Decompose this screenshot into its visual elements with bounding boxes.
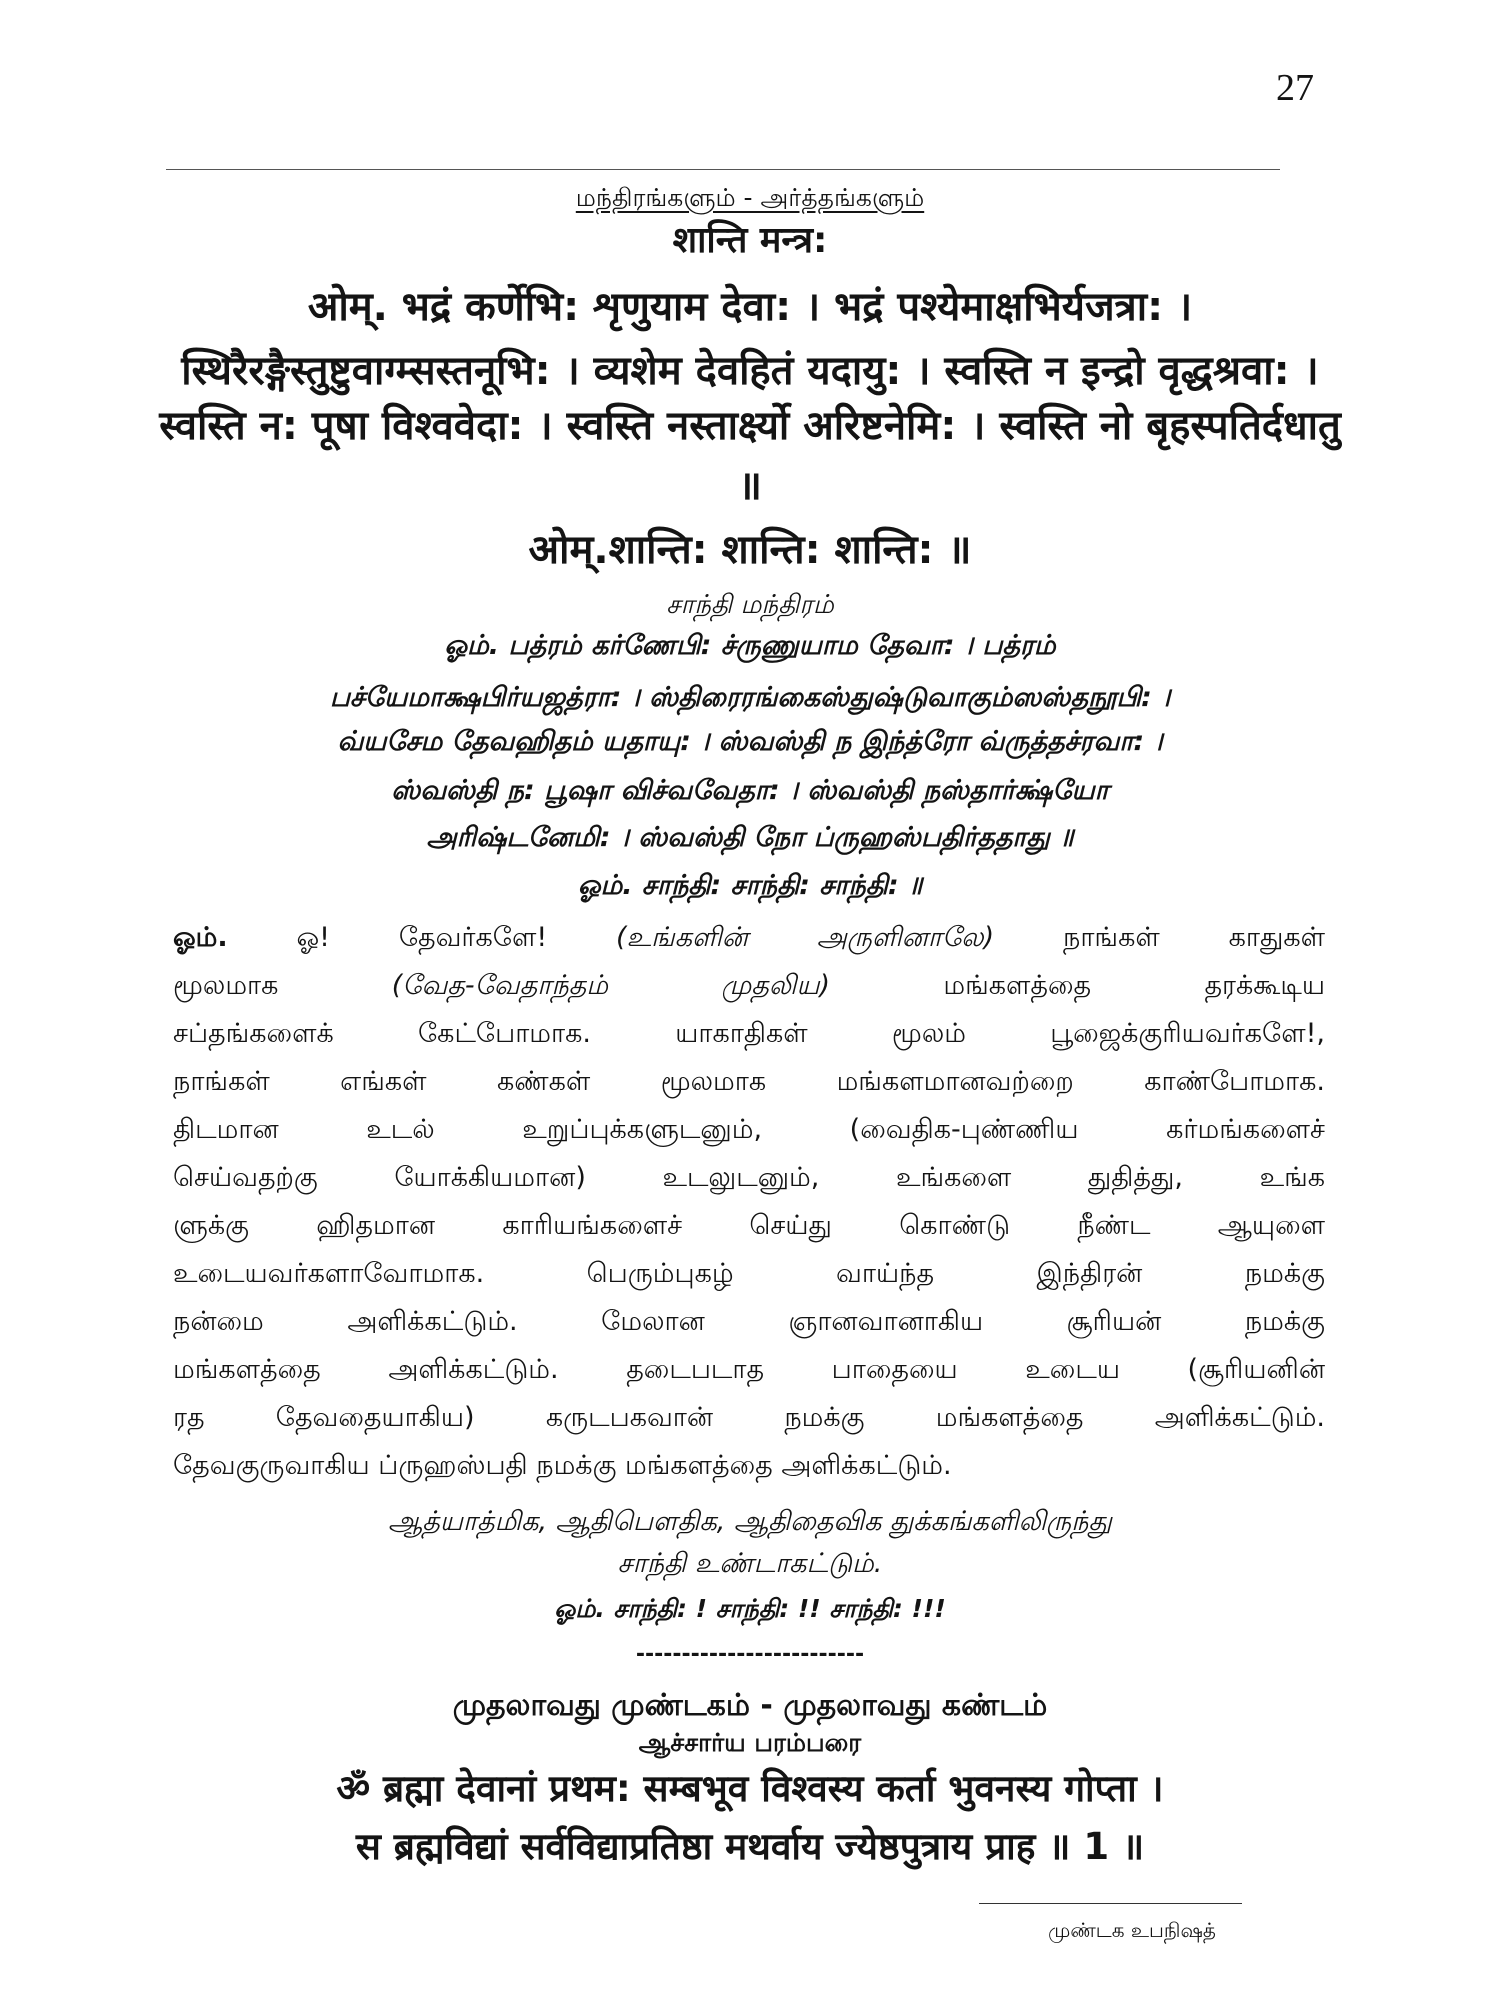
sanskrit-shanti-closing: ओम्.शान्ति: शान्ति: शान्ति: ॥: [528, 527, 972, 573]
meaning-text: நாங்கள் காதுகள்: [1063, 922, 1325, 953]
meaning-line: [173, 966, 1325, 1006]
meaning-line: [173, 1398, 1325, 1438]
meaning-text: மூலமாக: [173, 970, 279, 1001]
meaning-line: [173, 1254, 1325, 1294]
meaning-line: [173, 918, 1325, 958]
section-subtitle: ஆச்சார்ய பரம்பரை: [638, 1728, 862, 1757]
meaning-line: [173, 1206, 1325, 1246]
meaning-text: ரத தேவதையாகிய) கருடபகவான் நமக்கு மங்களத்தை அளிக்கட்டும்.: [173, 1402, 1325, 1433]
meaning-text: நாங்கள் எங்கள் கண்கள் மூலமாக மங்களமானவற்றை காண்போமாக.: [173, 1066, 1325, 1097]
verse-line: स ब्रह्मविद्यां सर्वविद्याप्रतिष्ठा मथर्वाय ज्येष्ठपुत्राय प्राह ॥ 1 ॥: [355, 1825, 1145, 1868]
verse-line: ॐ ब्रह्मा देवानां प्रथम: सम्बभूव विश्वस्य कर्ता भुवनस्य गोप्ता ।: [336, 1767, 1164, 1810]
meaning-line: [173, 1062, 1325, 1102]
tamil-shanti-line: பச்யேமாக்ஷபிர்யஜத்ரா: । ஸ்திரைரங்கைஸ்துஷ்டுவாகும்ஸஸ்தநூபி: ।: [329, 682, 1171, 713]
meaning-text: மங்களத்தை தரக்கூடிய: [943, 970, 1325, 1001]
tamil-shanti-closing: ஓம். சாந்தி: சாந்தி: சாந்தி: ॥: [577, 870, 923, 901]
sanskrit-shanti-line: स्वस्ति न: पूषा विश्ववेदा: । स्वस्ति नस्तार्क्ष्यो अरिष्टनेमि: । स्वस्ति नो बृहस्पतिर्दधातु: [159, 403, 1341, 449]
tamil-shanti-line: ஸ்வஸ்தி ந: பூஷா விச்வவேதா: । ஸ்வஸ்தி நஸ்தார்க்ஷ்யோ: [391, 775, 1109, 806]
section-title: முதலாவது முண்டகம் - முதலாவது கண்டம்: [452, 1688, 1048, 1723]
meaning-text: திடமான உடல் உறுப்புக்களுடனும், (வைதிக-புண்ணிய கர்மங்களைச்: [173, 1114, 1325, 1145]
meaning-text: ஓ! தேவர்களே!: [296, 922, 548, 953]
meaning-line: [173, 1446, 1325, 1486]
tamil-shanti-line: ஓம். பத்ரம் கர்ணேபி: ச்ருணுயாம தேவா: । பத்ரம்: [444, 630, 1056, 661]
blessing-line: ஆத்யாத்மிக, ஆதிபௌதிக, ஆதிதைவிக துக்கங்களிலிருந்து: [388, 1506, 1112, 1537]
page-header-title: மந்திரங்களும் - அர்த்தங்களும்: [575, 183, 925, 212]
sanskrit-shanti-heading: शान्ति मन्त्र:: [672, 220, 828, 261]
meaning-line: [173, 1302, 1325, 1342]
meaning-text: மங்களத்தை அளிக்கட்டும். தடைபடாத பாதையை உடைய (சூரியனின்: [173, 1354, 1325, 1385]
meaning-aside: (உங்களின் அருளினாலே): [616, 922, 995, 953]
footer-rule: [979, 1903, 1242, 1904]
tamil-shanti-heading: சாந்தி மந்திரம்: [666, 590, 834, 620]
meaning-text: நன்மை அளிக்கட்டும். மேலான ஞானவானாகிய சூரியன் நமக்கு: [173, 1306, 1325, 1337]
blessing-closing: ஓம். சாந்தி: ! சாந்தி: !! சாந்தி: !!!: [554, 1594, 946, 1623]
section-divider: -------------------------: [635, 1642, 865, 1667]
sanskrit-shanti-line: ओम्. भद्रं कर्णेभि: शृणुयाम देवा: । भद्रं पश्येमाक्षभिर्यजत्रा: ।: [307, 284, 1193, 330]
page-number: 27: [1276, 67, 1314, 109]
top-rule: [166, 169, 1280, 170]
meaning-line: [173, 1110, 1325, 1150]
meaning-text: செய்வதற்கு யோக்கியமான) உடலுடனும், உங்களை துதித்து, உங்க: [173, 1162, 1325, 1193]
meaning-om: ஓம்.: [173, 922, 228, 953]
meaning-text: ளுக்கு ஹிதமான காரியங்களைச் செய்து கொண்டு நீண்ட ஆயுளை: [173, 1210, 1325, 1241]
meaning-text: சப்தங்களைக் கேட்போமாக. யாகாதிகள் மூலம் பூஜைக்குரியவர்களே!,: [173, 1018, 1325, 1049]
meaning-aside: (வேத-வேதாந்தம் முதலிய): [391, 970, 831, 1001]
meaning-line: [173, 1350, 1325, 1390]
meaning-text: தேவகுருவாகிய ப்ருஹஸ்பதி நமக்கு மங்களத்தை அளிக்கட்டும்.: [173, 1450, 952, 1481]
meaning-line: [173, 1014, 1325, 1054]
sanskrit-shanti-line: स्थिरैरङ्गैस्तुष्टुवाग्म्सस्तनूभि: । व्यशेम देवहितं यदायु: । स्वस्ति न इन्द्रो वृद्धश्रवा: ।: [181, 348, 1319, 394]
blessing-line: சாந்தி உண்டாகட்டும்.: [617, 1548, 883, 1579]
footer-book-title: முண்டக உபநிஷத்: [1048, 1918, 1216, 1942]
tamil-shanti-line: வ்யசேம தேவஹிதம் யதாயு: । ஸ்வஸ்தி ந இந்த்ரோ வ்ருத்தச்ரவா: ।: [337, 726, 1163, 757]
tamil-shanti-line: அரிஷ்டனேமி: । ஸ்வஸ்தி நோ ப்ருஹஸ்பதிர்ததாது ॥: [426, 822, 1074, 853]
meaning-line: [173, 1158, 1325, 1198]
sanskrit-shanti-line: ॥: [738, 463, 762, 509]
meaning-text: உடையவர்களாவோமாக. பெரும்புகழ் வாய்ந்த இந்திரன் நமக்கு: [173, 1258, 1325, 1289]
